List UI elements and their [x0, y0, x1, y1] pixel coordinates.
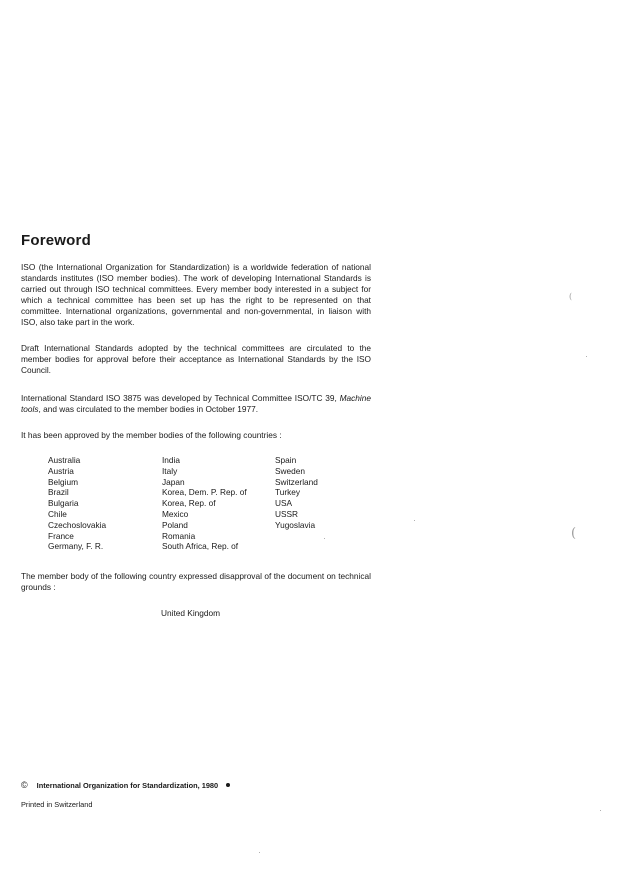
paragraph-disapproval: The member body of the following country expressed disapproval of the document on technical grounds : [21, 571, 371, 593]
country-item: Korea, Dem. P. Rep. of [162, 487, 247, 498]
country-item: Switzerland [275, 476, 318, 487]
country-item: Germany, F. R. [48, 541, 104, 552]
disapproving-country: United Kingdom [161, 608, 221, 618]
country-item: USA [275, 498, 293, 509]
country-item: Spain [275, 455, 297, 465]
country-item: Brazil [48, 487, 69, 498]
copyright-line [21, 780, 230, 790]
country-item: USSR [275, 508, 299, 519]
countries-column-1 [48, 455, 162, 552]
printed-in-note: Printed in Switzerland [21, 800, 93, 809]
paragraph-draft-standards: Draft International Standards adopted by the technical committees are circulated to the member bodies for approval before their acceptance as International Standards by the ISO Council. [21, 343, 371, 376]
scan-speck [259, 852, 260, 853]
margin-mark-upper: ( [569, 292, 573, 301]
country-item: Austria [48, 465, 74, 476]
country-item: Poland [162, 519, 188, 530]
foreword-heading: Foreword [21, 232, 91, 249]
country-item: Chile [48, 508, 67, 519]
country-item: Mexico [162, 508, 189, 519]
country-item: Belgium [48, 476, 78, 487]
country-item: Korea, Rep. of [162, 498, 216, 509]
development-text-end: , and was circulated to the member bodies in October 1977. [38, 404, 259, 415]
country-item: Yugoslavia [275, 519, 316, 530]
paragraph-iso-intro: ISO (the International Organization for Standardization) is a worldwide federation of national standards institutes (ISO member bodies). The work of developing International Standards is carried out through ISO technical committees. Every member body interested in a subject for which a technical committee has been set up has the right to be represented on that committee. International organizations, governmental and non-governmental, in liaison with ISO, also take part in the work. [21, 262, 371, 328]
scan-speck [600, 810, 601, 811]
bullet-icon [226, 783, 230, 787]
country-item: Japan [162, 476, 185, 487]
country-item: Romania [162, 530, 196, 541]
country-item: Sweden [275, 465, 305, 476]
country-item: India [162, 455, 180, 465]
copyright-icon: © [21, 780, 28, 790]
paragraph-approval: It has been approved by the member bodies of the following countries : [21, 430, 282, 440]
paragraph-development [21, 393, 371, 415]
scan-speck [586, 356, 587, 357]
scan-speck [324, 538, 325, 539]
country-item: South Africa, Rep. of [162, 541, 239, 552]
country-item: Bulgaria [48, 498, 79, 509]
countries-column-2 [162, 455, 275, 552]
scan-speck [414, 520, 415, 521]
country-item: Czechoslovakia [48, 519, 107, 530]
committee-name: Machine tools [21, 393, 371, 415]
development-text-start: International Standard ISO 3875 was developed by Technical Committee ISO/TC 39, [21, 393, 337, 403]
country-item: Australia [48, 455, 81, 465]
country-item: France [48, 530, 74, 541]
country-item: Italy [162, 465, 178, 476]
copyright-text: International Organization for Standardization, 1980 [36, 780, 219, 790]
country-item: Turkey [275, 487, 301, 498]
approving-countries-list [48, 455, 355, 552]
margin-mark-lower: ( [571, 526, 577, 541]
countries-column-3 [275, 455, 355, 552]
